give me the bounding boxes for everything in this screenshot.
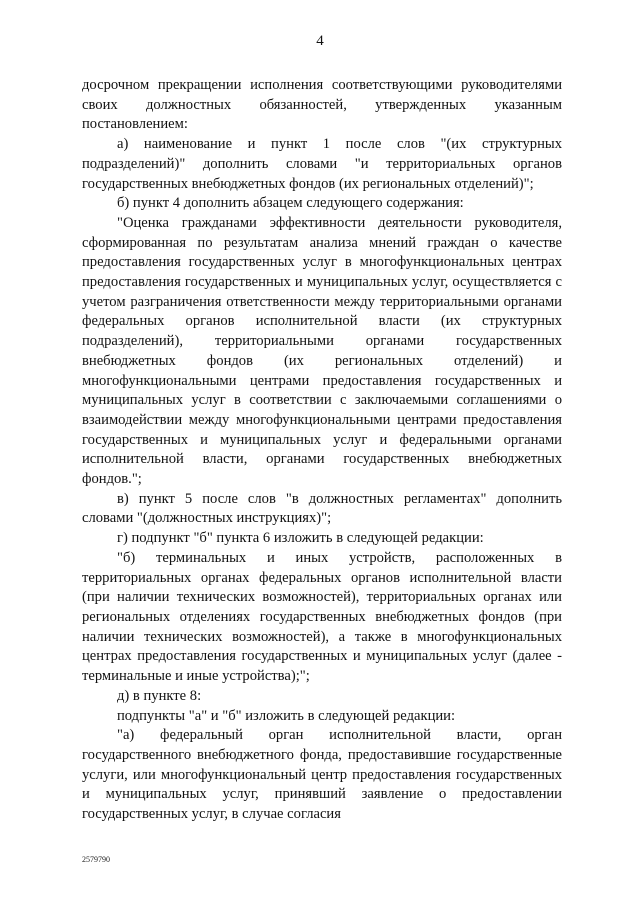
paragraph-quote-federal-body: "а) федеральный орган исполнительной власти, орган государственного внебюджетного фонда, предоставившие государственные услуги, или многофункциональный центр предоставления государственных и муниципальных услуг, принявший заявление о предоставлении государственных услуг, в случае согласия <box>82 727 562 823</box>
page-number: 4 <box>316 33 324 49</box>
document-code: 2579790 <box>82 855 110 864</box>
paragraph-item-b: б) пункт 4 дополнить абзацем следующего содержания: <box>117 195 464 212</box>
paragraph-item-g: г) подпункт "б" пункта 6 изложить в следующей редакции: <box>117 530 484 547</box>
paragraph-item-v: в) пункт 5 после слов "в должностных регламентах" дополнить словами "(должностных инструкциях)"; <box>82 490 562 527</box>
paragraph-item-a: а) наименование и пункт 1 после слов "(их структурных подразделений)" дополнить словами "и территориальных органов государственных внебюджетных фондов (их региональных отделений)"; <box>82 136 562 192</box>
paragraph-quote-assessment: "Оценка гражданами эффективности деятельности руководителя, сформированная по результатам анализа мнений граждан о качестве предоставления государственных услуг в многофункциональных центрах предоставления государственных и муниципальных услуг, осуществляется с учетом разграничения ответственности между территориальными органами федеральных органов исполнительной власти (их структурных подразделений), территориальными органами государственных внебюджетных фондов (их региональных отделений) и многофункциональными центрами предоставления государственных и муниципальных услуг в соответствии с заключаемыми соглашениями о взаимодействии между многофункциональными центрами предоставления государственных и муниципальных услуг и федеральными органами исполнительной власти, органами государственных внебюджетных фондов."; <box>82 214 562 488</box>
paragraph-continuation: досрочном прекращении исполнения соответствующими руководителями своих должностных обязанностей, утвержденных указанным постановлением: <box>82 77 562 133</box>
paragraph-subitems-intro: подпункты "а" и "б" изложить в следующей редакции: <box>117 707 456 724</box>
paragraph-item-d: д) в пункте 8: <box>117 687 202 704</box>
paragraph-quote-terminals: "б) терминальных и иных устройств, расположенных в территориальных органах федеральных органов исполнительной власти (при наличии технических возможностей), территориальных органах или региональных отделениях государственных внебюджетных фондов (при наличии технических возможностей), а также в многофункциональных центрах предоставления государственных и муниципальных услуг (далее - терминальные и иные устройства);"; <box>82 549 562 685</box>
document-body <box>82 76 562 825</box>
